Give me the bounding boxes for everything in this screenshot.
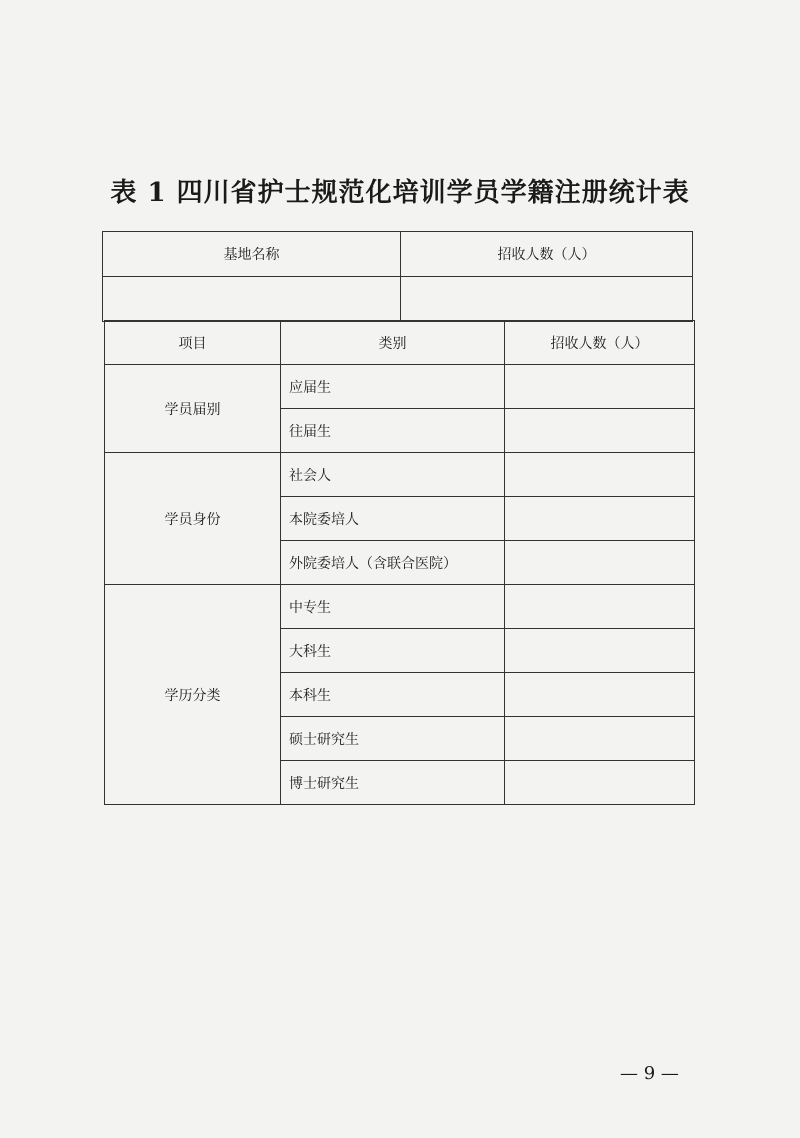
count-cell[interactable] [505, 409, 695, 453]
count-cell[interactable] [505, 541, 695, 585]
group-label: 学员身份 [105, 453, 281, 585]
page-number: — 9 — [620, 1063, 679, 1084]
category-cell: 硕士研究生 [281, 717, 505, 761]
category-cell: 外院委培人（含联合医院） [281, 541, 505, 585]
enrollment-count-cell[interactable] [401, 277, 693, 322]
count-cell[interactable] [505, 629, 695, 673]
header-count: 招收人数（人） [505, 321, 695, 365]
header-category: 类别 [281, 321, 505, 365]
count-cell[interactable] [505, 761, 695, 805]
category-cell: 社会人 [281, 453, 505, 497]
page-title: 表 1 四川省护士规范化培训学员学籍注册统计表 [110, 178, 690, 208]
base-name-cell[interactable] [103, 277, 401, 322]
category-cell: 中专生 [281, 585, 505, 629]
group-label: 学历分类 [105, 585, 281, 805]
count-cell[interactable] [505, 365, 695, 409]
count-cell[interactable] [505, 585, 695, 629]
count-cell[interactable] [505, 673, 695, 717]
base-info-table [102, 231, 693, 322]
count-cell[interactable] [505, 717, 695, 761]
header-base-name: 基地名称 [103, 232, 401, 277]
header-item: 项目 [105, 321, 281, 365]
category-cell: 本科生 [281, 673, 505, 717]
header-enrollment-count: 招收人数（人） [401, 232, 693, 277]
category-cell: 博士研究生 [281, 761, 505, 805]
statistics-table [104, 320, 695, 805]
group-label: 学员届别 [105, 365, 281, 453]
category-cell: 往届生 [281, 409, 505, 453]
category-cell: 本院委培人 [281, 497, 505, 541]
count-cell[interactable] [505, 497, 695, 541]
category-cell: 应届生 [281, 365, 505, 409]
category-cell: 大科生 [281, 629, 505, 673]
count-cell[interactable] [505, 453, 695, 497]
